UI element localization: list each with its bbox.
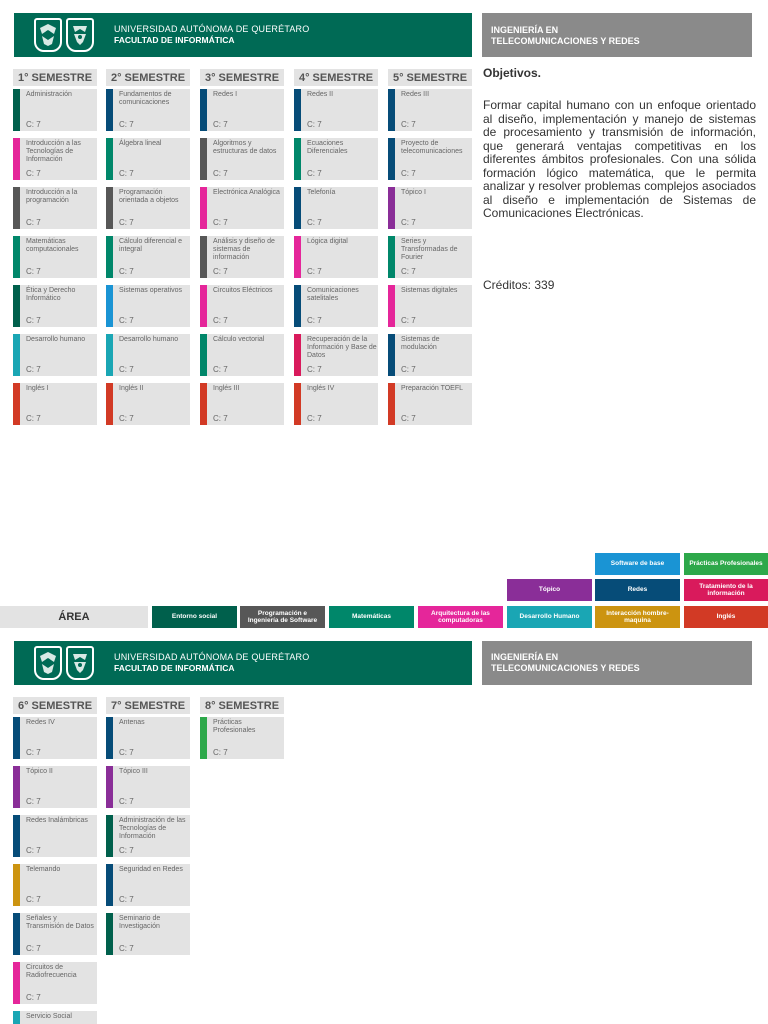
course-card — [388, 334, 472, 376]
area-color-bar — [388, 334, 395, 376]
course-card — [200, 187, 284, 229]
course-name: Sistemas de modulación — [401, 336, 440, 351]
course-card — [13, 766, 97, 808]
course-credits: C: 7 — [307, 316, 322, 325]
program-bar — [482, 13, 752, 57]
area-color-bar — [294, 187, 301, 229]
legend-item: Inglés — [684, 606, 768, 628]
course-card — [106, 89, 190, 131]
semester-header: 7° SEMESTRE — [106, 697, 190, 714]
course-name: Comunicaciones satelitales — [307, 287, 359, 302]
program-bar-2 — [482, 641, 752, 685]
course-credits: C: 7 — [26, 797, 41, 806]
course-credits: C: 7 — [119, 267, 134, 276]
legend-item: Matemáticas — [329, 606, 414, 628]
area-color-bar — [200, 383, 207, 425]
course-credits: C: 7 — [26, 846, 41, 855]
course-credits: C: 7 — [119, 120, 134, 129]
course-card — [388, 138, 472, 180]
course-credits: C: 7 — [213, 365, 228, 374]
course-card — [106, 236, 190, 278]
course-name: Sistemas digitales — [401, 287, 458, 294]
university-crest-logo — [34, 18, 62, 52]
area-color-bar — [13, 285, 20, 327]
course-name: Álgebra lineal — [119, 140, 162, 147]
header-bar — [14, 13, 472, 57]
course-credits: C: 7 — [26, 365, 41, 374]
university-name: UNIVERSIDAD AUTÓNOMA DE QUERÉTARO — [114, 652, 310, 662]
course-credits: C: 7 — [119, 895, 134, 904]
header-bar-2 — [14, 641, 472, 685]
course-credits: C: 7 — [26, 267, 41, 276]
course-name: Señales y Transmisión de Datos — [26, 915, 94, 930]
course-credits: C: 7 — [119, 365, 134, 374]
course-name: Proyecto de telecomunicaciones — [401, 140, 463, 155]
course-name: Redes III — [401, 91, 430, 98]
semester-header: 4° SEMESTRE — [294, 69, 378, 86]
area-color-bar — [13, 334, 20, 376]
course-name: Desarrollo humano — [119, 336, 179, 343]
course-credits: C: 7 — [119, 846, 134, 855]
course-name: Prácticas Profesionales — [213, 719, 256, 734]
program-line-2: TELECOMUNICACIONES Y REDES — [491, 663, 640, 673]
course-name: Telefonía — [307, 189, 336, 196]
legend-item: Prácticas Profesionales — [684, 553, 768, 575]
course-name: Redes IV — [26, 719, 55, 726]
course-name: Redes I — [213, 91, 238, 98]
course-credits: C: 7 — [213, 316, 228, 325]
university-crest-logo — [34, 646, 62, 680]
area-color-bar — [106, 383, 113, 425]
course-name: Administración de las Tecnologías de Información — [119, 817, 186, 840]
total-credits: Créditos: 339 — [483, 278, 555, 292]
faculty-name: FACULTAD DE INFORMÁTICA — [114, 663, 235, 673]
area-color-bar — [388, 138, 395, 180]
course-credits: C: 7 — [26, 895, 41, 904]
course-name: Sistemas operativos — [119, 287, 183, 294]
course-credits: C: 7 — [119, 944, 134, 953]
legend-item: Entorno social — [152, 606, 237, 628]
area-color-bar — [200, 187, 207, 229]
course-name: Lógica digital — [307, 238, 348, 245]
course-card — [106, 766, 190, 808]
legend-item: Redes — [595, 579, 680, 601]
course-credits: C: 7 — [26, 218, 41, 227]
area-color-bar — [106, 717, 113, 759]
course-card — [294, 383, 378, 425]
course-credits: C: 7 — [401, 267, 416, 276]
course-card — [200, 138, 284, 180]
area-color-bar — [106, 913, 113, 955]
course-card — [13, 864, 97, 906]
area-color-bar — [200, 236, 207, 278]
course-card — [106, 383, 190, 425]
legend-item: Programación e Ingeniería de Software — [240, 606, 325, 628]
course-name: Seguridad en Redes — [119, 866, 183, 873]
course-name: Tópico III — [119, 768, 148, 775]
course-credits: C: 7 — [401, 218, 416, 227]
course-credits: C: 7 — [26, 944, 41, 953]
course-name: Redes Inalámbricas — [26, 817, 88, 824]
course-name: Tópico II — [26, 768, 53, 775]
course-name: Algoritmos y estructuras de datos — [213, 140, 277, 155]
course-card — [294, 89, 378, 131]
course-card — [106, 285, 190, 327]
course-credits: C: 7 — [213, 169, 228, 178]
course-name: Inglés I — [26, 385, 49, 392]
course-card — [13, 334, 97, 376]
course-name: Circuitos de Radiofrecuencia — [26, 964, 77, 979]
course-credits: C: 7 — [119, 748, 134, 757]
faculty-name: FACULTAD DE INFORMÁTICA — [114, 35, 235, 45]
semester-header: 3° SEMESTRE — [200, 69, 284, 86]
course-credits: C: 7 — [307, 414, 322, 423]
course-name: Ética y Derecho Informático — [26, 287, 76, 302]
course-credits: C: 7 — [119, 414, 134, 423]
area-color-bar — [13, 89, 20, 131]
course-card — [13, 285, 97, 327]
course-card — [388, 383, 472, 425]
course-card — [106, 864, 190, 906]
course-card — [200, 334, 284, 376]
university-name: UNIVERSIDAD AUTÓNOMA DE QUERÉTARO — [114, 24, 310, 34]
legend-item: Tópico — [507, 579, 592, 601]
course-credits: C: 7 — [401, 414, 416, 423]
area-color-bar — [13, 717, 20, 759]
course-name: Electrónica Analógica — [213, 189, 280, 196]
legend-item: Interacción hombre-maquina — [595, 606, 680, 628]
course-card — [388, 187, 472, 229]
area-color-bar — [106, 89, 113, 131]
area-color-bar — [200, 717, 207, 759]
semester-header: 8° SEMESTRE — [200, 697, 284, 714]
course-card — [106, 334, 190, 376]
course-credits: C: 7 — [26, 414, 41, 423]
objectives-text: Formar capital humano con un enfoque orientado al diseño, implementación y manejo de sistemas de procesamiento y transmisión de información, que generará ventajas competitivas en los diferentes ámbitos profesionales. Con una sólida formación lógico matemática, que le permita analizar y resolver problemas complejos asociados al diseño e implementación de Sistemas de Comunicaciones Electrónicas. — [483, 98, 756, 220]
semester-header: 2° SEMESTRE — [106, 69, 190, 86]
course-name: Desarrollo humano — [26, 336, 86, 343]
course-credits: C: 7 — [307, 120, 322, 129]
area-color-bar — [106, 815, 113, 857]
objectives-title: Objetivos. — [483, 66, 542, 80]
course-name: Programación orientada a objetos — [119, 189, 179, 204]
course-card — [13, 236, 97, 278]
course-credits: C: 7 — [26, 748, 41, 757]
course-card — [200, 236, 284, 278]
semester-header: 6° SEMESTRE — [13, 697, 97, 714]
course-card — [294, 138, 378, 180]
program-line-1: INGENIERÍA EN — [491, 652, 559, 662]
course-card — [106, 717, 190, 759]
course-name: Análisis y diseño de sistemas de información — [213, 238, 275, 261]
course-credits: C: 7 — [307, 365, 322, 374]
area-color-bar — [106, 334, 113, 376]
area-color-bar — [294, 89, 301, 131]
course-name: Inglés II — [119, 385, 144, 392]
course-card — [200, 383, 284, 425]
course-card — [13, 89, 97, 131]
area-color-bar — [13, 187, 20, 229]
program-line-2: TELECOMUNICACIONES Y REDES — [491, 36, 640, 46]
course-name: Seminario de Investigación — [119, 915, 161, 930]
area-color-bar — [200, 334, 207, 376]
course-card — [13, 1011, 97, 1024]
course-card — [200, 717, 284, 759]
course-credits: C: 7 — [213, 218, 228, 227]
area-label: ÁREA — [0, 606, 148, 628]
course-card — [13, 187, 97, 229]
course-credits: C: 7 — [119, 316, 134, 325]
course-credits: C: 7 — [401, 120, 416, 129]
course-credits: C: 7 — [401, 365, 416, 374]
area-color-bar — [294, 236, 301, 278]
course-card — [106, 913, 190, 955]
course-card — [294, 334, 378, 376]
legend-item: Tratamiento de la información — [684, 579, 768, 601]
area-color-bar — [13, 913, 20, 955]
course-name: Cálculo vectorial — [213, 336, 265, 343]
course-card — [388, 89, 472, 131]
area-color-bar — [13, 236, 20, 278]
course-card — [106, 815, 190, 857]
course-card — [294, 187, 378, 229]
course-credits: C: 7 — [307, 267, 322, 276]
course-credits: C: 7 — [401, 169, 416, 178]
area-color-bar — [106, 236, 113, 278]
area-color-bar — [388, 236, 395, 278]
course-card — [294, 285, 378, 327]
area-color-bar — [13, 138, 20, 180]
course-card — [388, 285, 472, 327]
course-card — [106, 138, 190, 180]
course-credits: C: 7 — [307, 169, 322, 178]
area-color-bar — [106, 138, 113, 180]
course-name: Administración — [26, 91, 72, 98]
course-card — [200, 285, 284, 327]
area-color-bar — [200, 285, 207, 327]
course-name: Series y Transformadas de Fourier — [401, 238, 458, 261]
area-color-bar — [388, 187, 395, 229]
course-credits: C: 7 — [119, 797, 134, 806]
legend-item: Desarrollo Humano — [507, 606, 592, 628]
course-credits: C: 7 — [26, 316, 41, 325]
course-name: Inglés IV — [307, 385, 335, 392]
legend-item: Software de base — [595, 553, 680, 575]
semester-header: 5° SEMESTRE — [388, 69, 472, 86]
course-name: Introducción a las Tecnologías de Información — [26, 140, 81, 163]
course-credits: C: 7 — [26, 120, 41, 129]
legend-item: Arquitectura de las computadoras — [418, 606, 503, 628]
area-color-bar — [13, 766, 20, 808]
course-name: Antenas — [119, 719, 145, 726]
semester-header: 1° SEMESTRE — [13, 69, 97, 86]
course-name: Matemáticas computacionales — [26, 238, 79, 253]
faculty-crest-logo — [66, 646, 94, 680]
course-credits: C: 7 — [26, 169, 41, 178]
course-credits: C: 7 — [307, 218, 322, 227]
course-name: Fundamentos de comunicaciones — [119, 91, 172, 106]
area-color-bar — [200, 89, 207, 131]
course-name: Redes II — [307, 91, 334, 98]
course-name: Tópico I — [401, 189, 426, 196]
area-color-bar — [294, 383, 301, 425]
course-name: Ecuaciones Diferenciales — [307, 140, 348, 155]
course-credits: C: 7 — [213, 414, 228, 423]
area-color-bar — [13, 815, 20, 857]
course-card — [388, 236, 472, 278]
course-card — [13, 913, 97, 955]
course-card — [13, 383, 97, 425]
area-color-bar — [13, 383, 20, 425]
course-card — [294, 236, 378, 278]
area-color-bar — [388, 285, 395, 327]
course-name: Circuitos Eléctricos — [213, 287, 273, 294]
course-name: Inglés III — [213, 385, 240, 392]
course-name: Preparación TOEFL — [401, 385, 463, 392]
course-name: Cálculo diferencial e integral — [119, 238, 183, 253]
course-card — [13, 717, 97, 759]
area-color-bar — [388, 89, 395, 131]
course-credits: C: 7 — [26, 993, 41, 1002]
area-color-bar — [13, 962, 20, 1004]
course-name: Introducción a la programación — [26, 189, 78, 204]
program-line-1: INGENIERÍA EN — [491, 25, 559, 35]
course-card — [200, 89, 284, 131]
course-credits: C: 7 — [119, 218, 134, 227]
course-card — [13, 962, 97, 1004]
course-credits: C: 7 — [213, 748, 228, 757]
course-credits: C: 7 — [213, 120, 228, 129]
area-color-bar — [106, 285, 113, 327]
course-card — [13, 138, 97, 180]
course-credits: C: 7 — [213, 267, 228, 276]
area-color-bar — [294, 285, 301, 327]
course-name: Servicio Social — [26, 1013, 72, 1020]
area-color-bar — [13, 864, 20, 906]
area-color-bar — [106, 864, 113, 906]
course-name: Recuperación de la Información y Base de Datos — [307, 336, 377, 359]
course-name: Telemando — [26, 866, 61, 873]
faculty-crest-logo — [66, 18, 94, 52]
area-color-bar — [106, 766, 113, 808]
area-color-bar — [200, 138, 207, 180]
course-credits: C: 7 — [401, 316, 416, 325]
course-credits: C: 7 — [119, 169, 134, 178]
area-color-bar — [294, 334, 301, 376]
area-color-bar — [13, 1011, 20, 1024]
area-color-bar — [294, 138, 301, 180]
course-card — [13, 815, 97, 857]
area-color-bar — [106, 187, 113, 229]
course-card — [106, 187, 190, 229]
area-color-bar — [388, 383, 395, 425]
